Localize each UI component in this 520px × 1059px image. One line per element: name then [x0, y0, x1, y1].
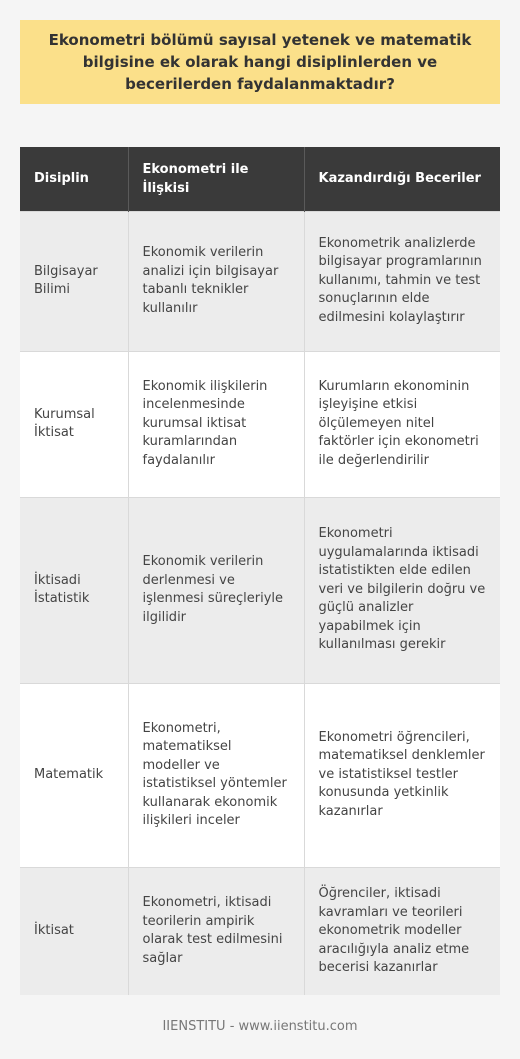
title-box	[20, 20, 500, 104]
footer-credit: IIENSTITU - www.iienstitu.com	[162, 1019, 358, 1034]
cell-relation: Ekonomik ilişkilerin incelenmesinde kurumsal iktisat kuramlarından faydalanılır	[128, 351, 304, 497]
table-row	[20, 351, 500, 497]
header-discipline: Disiplin	[20, 147, 128, 211]
cell-discipline: Bilgisayar Bilimi	[20, 211, 128, 351]
table-row	[20, 867, 500, 995]
table-row	[20, 497, 500, 683]
table-row	[20, 683, 500, 867]
cell-discipline: Matematik	[20, 683, 128, 867]
cell-skills: Kurumların ekonominin işleyişine etkisi ölçülemeyen nitel faktörler için ekonometri ile değerlendirilir	[304, 351, 500, 497]
table-header-row	[20, 147, 500, 211]
page-title: Ekonometri bölümü sayısal yetenek ve matematik bilgisine ek olarak hangi disiplinlerden ve becerilerden faydalanmaktadır?	[48, 31, 472, 93]
cell-relation: Ekonomik verilerin analizi için bilgisayar tabanlı teknikler kullanılır	[128, 211, 304, 351]
cell-relation: Ekonomik verilerin derlenmesi ve işlenmesi süreçleriyle ilgilidir	[128, 497, 304, 683]
comparison-table	[20, 147, 500, 995]
cell-discipline: İktisat	[20, 867, 128, 995]
header-skills: Kazandırdığı Beceriler	[304, 147, 500, 211]
cell-relation: Ekonometri, iktisadi teorilerin ampirik olarak test edilmesini sağlar	[128, 867, 304, 995]
cell-skills: Ekonometri öğrencileri, matematiksel denklemler ve istatistiksel testler konusunda yetkinlik kazanırlar	[304, 683, 500, 867]
cell-discipline: İktisadi İstatistik	[20, 497, 128, 683]
cell-skills: Öğrenciler, iktisadi kavramları ve teorileri ekonometrik modeller aracılığıyla analiz etme becerisi kazanırlar	[304, 867, 500, 995]
cell-relation: Ekonometri, matematiksel modeller ve istatistiksel yöntemler kullanarak ekonomik ilişkileri inceler	[128, 683, 304, 867]
header-relation: Ekonometri ile İlişkisi	[128, 147, 304, 211]
table-row	[20, 211, 500, 351]
cell-skills: Ekonometri uygulamalarında iktisadi istatistikten elde edilen veri ve bilgilerin doğru ve güçlü analizler yapabilmek için kullanılması gerekir	[304, 497, 500, 683]
cell-discipline: Kurumsal İktisat	[20, 351, 128, 497]
cell-skills: Ekonometrik analizlerde bilgisayar programlarının kullanımı, tahmin ve test sonuçlarının elde edilmesini kolaylaştırır	[304, 211, 500, 351]
